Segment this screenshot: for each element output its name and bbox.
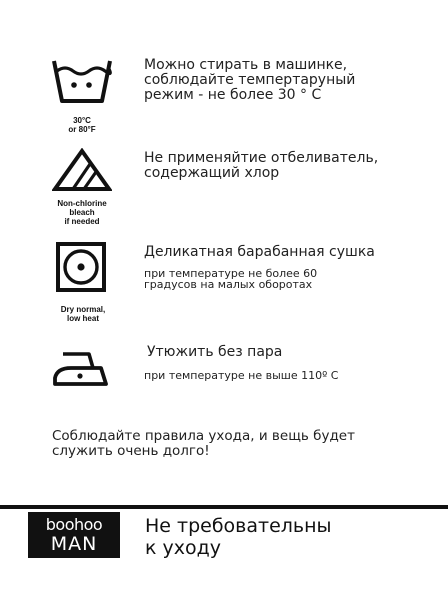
- wash-text: Можно стирать в машинке, соблюдайте темпертаруный режим - не более 30 ° С: [144, 57, 356, 103]
- wash-30-icon: [51, 55, 113, 107]
- dry-subtext: при температуре не более 60 градусов на малых оборотах: [144, 267, 318, 291]
- closing-note: Соблюдайте правила ухода, и вещь будет служить очень долго!: [52, 428, 355, 459]
- brand-title: Не требовательны к уходу: [145, 515, 332, 559]
- logo-line-1: boohoo: [45, 515, 103, 534]
- bleach-text: Не применяйтие отбеливатель, содержащий хлор: [144, 150, 379, 181]
- brand-logo: [28, 512, 120, 558]
- iron-subtext: при температуре не выше 110º С: [144, 369, 339, 382]
- wash-caption: 30°C or 80°F: [68, 116, 96, 134]
- divider-bar: [0, 505, 448, 509]
- non-chlorine-bleach-icon: [52, 148, 112, 192]
- dry-text: Деликатная барабанная сушка: [144, 244, 375, 260]
- iron-text: Утюжить без пара: [147, 344, 283, 360]
- dry-caption: Dry normal, low heat: [60, 305, 106, 323]
- logo-line-2: MAN: [50, 533, 98, 555]
- bleach-caption: Non-chlorine bleach if needed: [57, 199, 107, 226]
- tumble-dry-normal-low-heat-icon: [56, 242, 106, 292]
- iron-no-steam-icon: [49, 348, 115, 388]
